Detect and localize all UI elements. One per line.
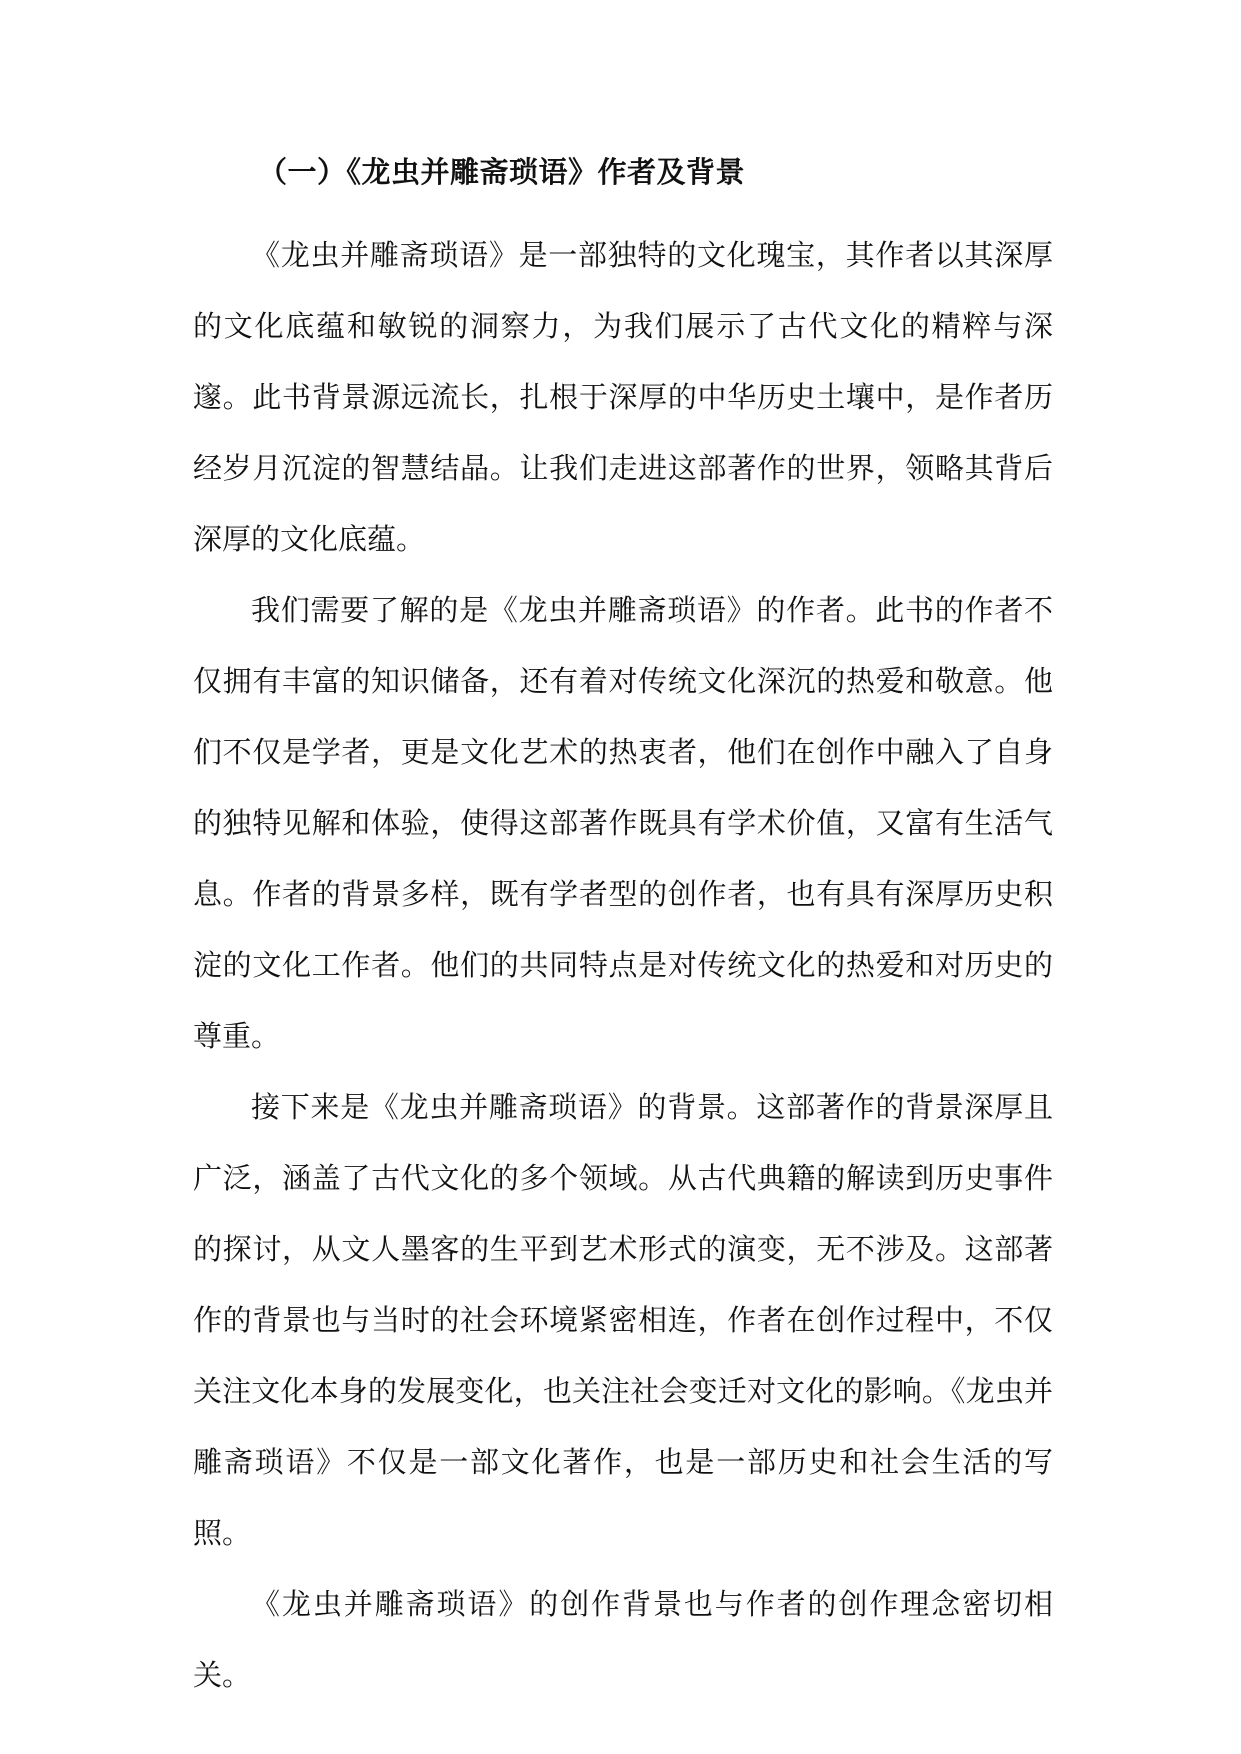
paragraph-1: 《龙虫并雕斋琐语》是一部独特的文化瑰宝，其作者以其深厚的文化底蕴和敏锐的洞察力，为我们展示了古代文化的精粹与深邃。此书背景源远流长，扎根于深厚的中华历史土壤中，是作者历经岁月沉淀的智慧结晶。让我们走进这部著作的世界，领略其背后深厚的文化底蕴。 <box>193 238 1053 556</box>
paragraph-3: 接下来是《龙虫并雕斋琐语》的背景。这部著作的背景深厚且广泛，涵盖了古代文化的多个领域。从古代典籍的解读到历史事件的探讨，从文人墨客的生平到艺术形式的演变，无不涉及。这部著作的背景也与当时的社会环境紧密相连，作者在创作过程中，不仅关注文化本身的发展变化，也关注社会变迁对文化的影响。《龙虫并雕斋琐语》不仅是一部文化著作，也是一部历史和社会生活的写照。 <box>193 1090 1053 1550</box>
paragraph-2: 我们需要了解的是《龙虫并雕斋琐语》的作者。此书的作者不仅拥有丰富的知识储备，还有着对传统文化深沉的热爱和敬意。他们不仅是学者，更是文化艺术的热衷者，他们在创作中融入了自身的独特见解和体验，使得这部著作既具有学术价值，又富有生活气息。作者的背景多样，既有学者型的创作者，也有具有深厚历史积淀的文化工作者。他们的共同特点是对传统文化的热爱和对历史的尊重。 <box>193 593 1053 1053</box>
body-text <box>193 220 1053 1711</box>
paragraph-4: 《龙虫并雕斋琐语》的创作背景也与作者的创作理念密切相关。 <box>193 1587 1053 1692</box>
section-heading: （一）《龙虫并雕斋琐语》作者及背景 <box>258 155 746 189</box>
